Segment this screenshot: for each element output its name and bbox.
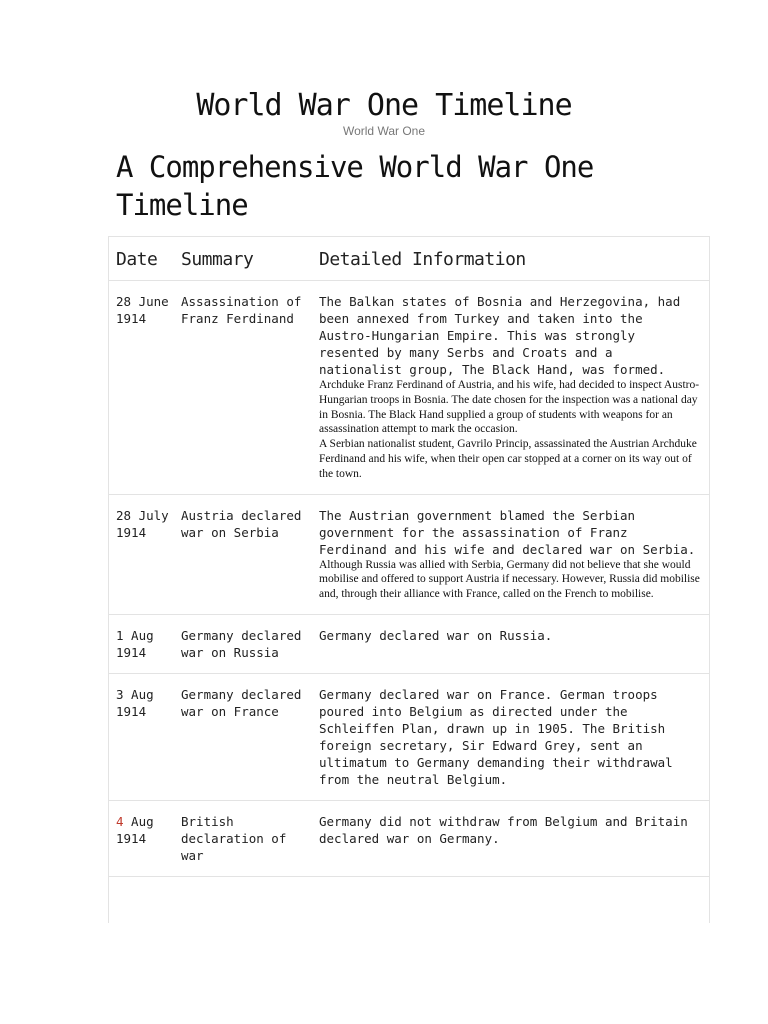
row-summary: Assassination of Franz Ferdinand <box>181 294 302 326</box>
row-date: 1 Aug 1914 <box>116 627 154 660</box>
table-row <box>109 674 709 801</box>
timeline-table <box>108 236 710 923</box>
detail-note: Archduke Franz Ferdinand of Austria, and his wife, had decided to inspect Austro-Hungarian troops in Bosnia. The date chosen for the inspection was a national day in Bosnia. The Black Hand supplied a group of students with weapons for an assassination attempt to mark the occasion. <box>319 379 700 436</box>
table-row <box>109 801 709 877</box>
header-date: Date <box>116 249 158 270</box>
detail-main: The Balkan states of Bosnia and Herzegovina, had been annexed from Turkey and taken into the Austro-Hungarian Empire. This was strongly resented by many Serbs and Croats and a nationalist group, The Black Hand, was formed. <box>319 294 681 377</box>
date-day: 4 <box>116 813 124 829</box>
detail-main: Germany did not withdraw from Belgium and Britain declared war on Germany. <box>319 813 688 846</box>
detail-note: Although Russia was allied with Serbia, Germany did not believe that she would mobilise and offered to support Austria if necessary. However, Russia did mobilise and, through their alliance with France, called on the French to mobilise. <box>319 558 700 601</box>
row-detail <box>312 281 707 494</box>
row-date: 28 July 1914 <box>116 507 169 540</box>
row-summary: Germany declared war on France <box>181 686 302 719</box>
row-detail <box>312 801 707 876</box>
row-date: 28 June 1914 <box>116 294 169 326</box>
row-detail <box>312 615 707 673</box>
row-detail <box>312 495 707 614</box>
row-detail <box>312 674 707 800</box>
row-summary: British declaration of war <box>181 813 287 863</box>
table-row <box>109 495 709 615</box>
table-row <box>109 281 709 495</box>
header-detail: Detailed Information <box>319 249 526 270</box>
document-subtitle: World War One <box>342 124 426 138</box>
document-title: World War One Timeline <box>196 88 572 123</box>
row-date: 3 Aug 1914 <box>116 686 154 719</box>
header-summary: Summary <box>181 249 254 270</box>
detail-main: Germany declared war on Russia. <box>319 627 553 643</box>
detail-main: The Austrian government blamed the Serbian government for the assassination of Franz Ferdinand and his wife and declared war on Serbia. <box>319 507 696 557</box>
detail-note: A Serbian nationalist student, Gavrilo Princip, assassinated the Austrian Archduke Ferdinand and his wife, when their open car stopped at a corner on its way out of the town. <box>319 438 697 480</box>
table-row <box>109 615 709 674</box>
row-summary: Germany declared war on Russia <box>181 627 302 660</box>
row-date <box>109 801 174 876</box>
page-heading: A Comprehensive World War One Timeline <box>116 150 594 222</box>
date-rest: Aug 1914 <box>116 813 154 846</box>
table-header-row <box>109 237 709 281</box>
row-summary: Austria declared war on Serbia <box>181 507 302 540</box>
detail-main: Germany declared war on France. German troops poured into Belgium as directed under the Schleiffen Plan, drawn up in 1905. The British foreign secretary, Sir Edward Grey, sent an ultimatum to Germany demanding their withdrawal from the neutral Belgium. <box>319 686 673 787</box>
